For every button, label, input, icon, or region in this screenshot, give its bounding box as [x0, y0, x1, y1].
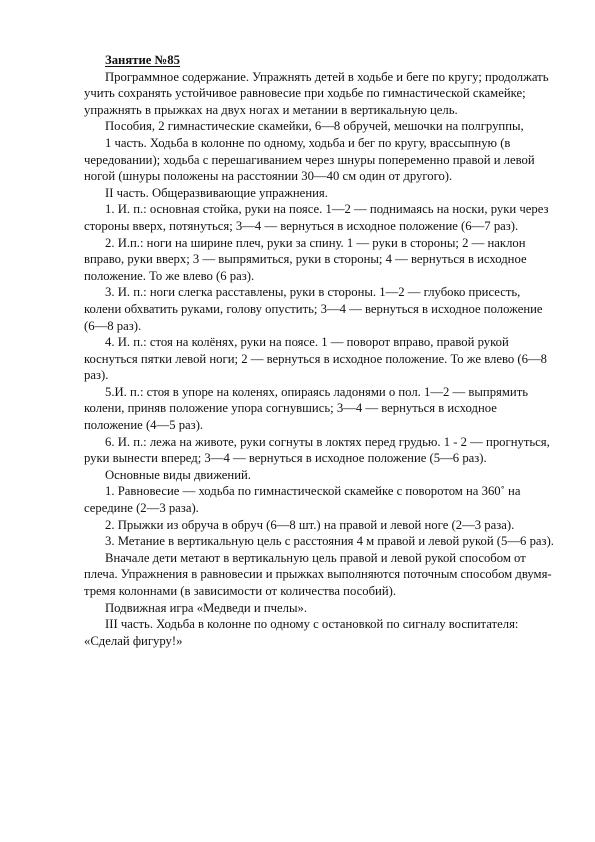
paragraph-exercise-4: 4. И. п.: стоя на колёнях, руки на поясе. 1 — поворот вправо, правой рукой коснуться пятки левой ноги; 2 — вернуться в исходное положение. То же влево (6—8 раз). [84, 335, 548, 383]
paragraph-exercise-6: 6. И. п.: лежа на животе, руки согнуты в локтях перед грудью. 1 - 2 — прогнуться, руки вынести вперед; 3—4 — вернуться в исходное положение (5—6 раз). [84, 434, 550, 466]
paragraph-main-movements-heading: Основные виды движений. [105, 467, 251, 482]
paragraph-part-two-heading: II часть. Общеразвивающие упражнения. [105, 185, 328, 200]
paragraph-outdoor-game: Подвижная игра «Медведи и пчелы». [105, 600, 308, 615]
paragraph-exercise-2: 2. И.п.: ноги на ширине плеч, руки за спину. 1 — руки в стороны; 2 — наклон вправо, руки вверх; 3 — выпрямиться, руки в стороны; 4 — вернуться в исходное положение. То же влево (6 раз). [84, 235, 527, 283]
document-title: Занятие №85 [105, 53, 180, 67]
paragraph-exercise-1: 1. И. п.: основная стойка, руки на поясе. 1—2 — поднимаясь на носки, руки через стороны вверх, потянуться; 3—4 — вернуться в исходное положение (6—7 раз). [84, 202, 549, 233]
paragraph-method-note: Вначале дети метают в вертикальную цель правой и левой рукой способом от плеча. Упражнения в равновесии и прыжках выполняются поточным способом двумя-тремя колоннами (в зависимости от количества пособий). [84, 550, 552, 598]
paragraph-program-content: Программное содержание. Упражнять детей в ходьбе и беге по кругу; продолжать учить сохранять устойчивое равновесие при ходьбе по гимнастической скамейке; упражнять в прыжках на двух ногах и метании в вертикальную цель. [84, 69, 549, 117]
paragraph-movement-1: 1. Равновесие — ходьба по гимнастической скамейке с поворотом на 360˚ на середине (2—3 раза). [84, 484, 521, 516]
paragraph-exercise-3: 3. И. п.: ноги слегка расставлены, руки в стороны. 1—2 — глубоко присесть, колени обхватить руками, голову опустить; 3—4 — вернуться в исходное положение (6—8 раз). [84, 285, 543, 333]
paragraph-equipment: Пособия, 2 гимнастические скамейки, 6—8 обручей, мешочки на полгруппы, [105, 119, 524, 134]
paragraph-part-one: 1 часть. Ходьба в колонне по одному, ходьба и бег по кругу, врассыпную (в чередовании); ходьба с перешагиванием через шнуры попеременно правой и левой ногой (шнуры положены на расстоянии 30—40 см один от другого). [84, 135, 535, 184]
paragraph-movement-3: 3. Метание в вертикальную цель с расстояния 4 м правой и левой рукой (5—6 раз). [105, 534, 554, 549]
paragraph-movement-2: 2. Прыжки из обруча в обруч (6—8 шт.) на правой и левой ноге (2—3 раза). [105, 517, 515, 532]
document-page [84, 52, 554, 649]
paragraph-part-three: III часть. Ходьба в колонне по одному с остановкой по сигналу воспитателя: «Сделай фигуру!» [84, 617, 519, 648]
paragraph-exercise-5: 5.И. п.: стоя в упоре на коленях, опираясь ладонями о пол. 1—2 — выпрямить колени, приняв положение упора согнувшись; 3—4 — вернуться в исходное положение (4—5 раз). [84, 384, 529, 433]
